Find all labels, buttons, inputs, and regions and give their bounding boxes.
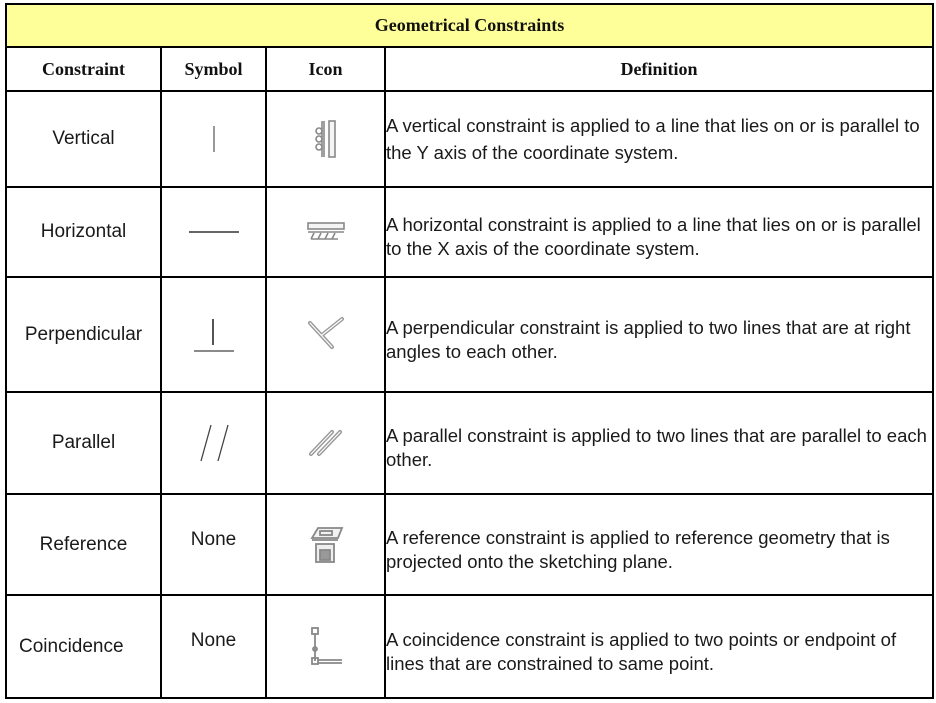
icon-cell [266, 277, 385, 392]
table-row [6, 595, 933, 698]
table-header-row [6, 47, 933, 91]
constraint-name: Parallel [6, 392, 161, 494]
constraint-name: Perpendicular [6, 277, 161, 392]
header-constraint: Constraint [6, 47, 161, 91]
table-row [6, 494, 933, 595]
definition-text: A perpendicular constraint is applied to two lines that are at right angles to each other. [385, 277, 933, 392]
symbol-cell [161, 392, 266, 494]
constraint-name: Reference [6, 494, 161, 595]
icon-cell [266, 595, 385, 698]
reference-constraint-icon [306, 524, 346, 566]
header-symbol: Symbol [161, 47, 266, 91]
definition-text: A coincidence constraint is applied to two points or endpoint of lines that are constrained to same point. [385, 595, 933, 698]
geometrical-constraints-table [5, 3, 934, 699]
constraint-name: Coincidence [6, 595, 161, 698]
symbol-cell [161, 277, 266, 392]
table-title-row [6, 4, 933, 47]
constraint-name: Horizontal [6, 187, 161, 277]
table-row [6, 187, 933, 277]
perpendicular-symbol-icon [192, 317, 236, 353]
icon-cell [266, 91, 385, 187]
icon-cell [266, 187, 385, 277]
table-row [6, 277, 933, 392]
parallel-constraint-icon [306, 426, 346, 460]
icon-cell [266, 392, 385, 494]
table-row [6, 91, 933, 187]
definition-text: A horizontal constraint is applied to a line that lies on or is parallel to the X axis of the coordinate system. [385, 187, 933, 277]
constraint-name: Vertical [6, 91, 161, 187]
definition-text: A reference constraint is applied to reference geometry that is projected onto the sketching plane. [385, 494, 933, 595]
horizontal-constraint-icon [304, 218, 348, 246]
header-icon: Icon [266, 47, 385, 91]
definition-text: A vertical constraint is applied to a line that lies on or is parallel to the Y axis of the coordinate system. [385, 91, 933, 187]
perpendicular-constraint-icon [304, 315, 348, 355]
vertical-constraint-icon [311, 117, 341, 161]
symbol-cell [161, 187, 266, 277]
header-definition: Definition [385, 47, 933, 91]
parallel-symbol-icon [197, 423, 231, 463]
symbol-cell [161, 91, 266, 187]
table-title: Geometrical Constraints [6, 4, 933, 47]
table-row [6, 392, 933, 494]
symbol-text: None [161, 494, 266, 595]
symbol-text: None [161, 595, 266, 698]
vertical-line-symbol-icon [209, 124, 219, 154]
definition-text: A parallel constraint is applied to two lines that are parallel to each other. [385, 392, 933, 494]
coincidence-constraint-icon [306, 625, 346, 669]
icon-cell [266, 494, 385, 595]
horizontal-line-symbol-icon [188, 229, 240, 235]
